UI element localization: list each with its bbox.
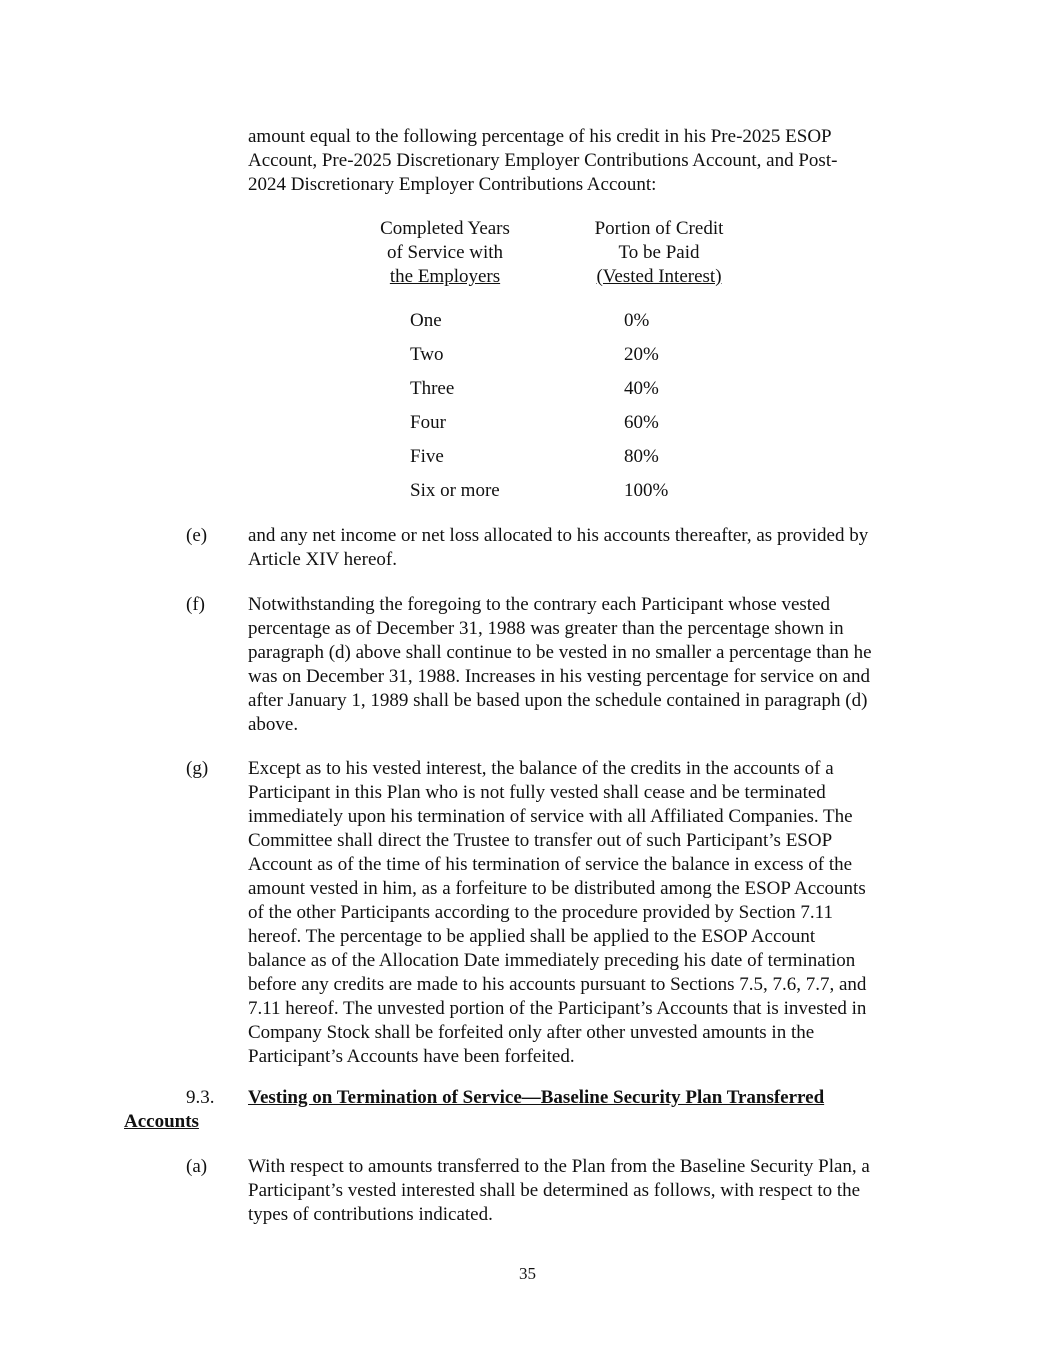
paragraph-body: Notwithstanding the foregoing to the contrary each Participant whose vested percentage as of December 31, 1988 was greater than the percentage shown in paragraph (d) above shall continue to be vested in no smaller a percentage than he was on December 31, 1988. Increases in his vesting percentage for service on and after January 1, 1989 shall be based upon the schedule contained in paragraph (d) above. [248, 594, 872, 735]
paragraph-body: and any net income or net loss allocated to his accounts thereafter, as provided by Article XIV hereof. [248, 525, 869, 570]
text-line: Account, Pre-2025 Discretionary Employer Contributions Account, and Post- [248, 150, 838, 171]
row-years: Three [410, 378, 455, 399]
page-number: 35 [519, 1264, 536, 1283]
intro-paragraph [248, 125, 948, 197]
row-portion: 100% [624, 480, 669, 501]
section-title: Vesting on Termination of Service—Baseline Security Plan Transferred [248, 1087, 825, 1108]
paragraph-label: (g) [186, 758, 209, 779]
paragraph-body: Except as to his vested interest, the balance of the credits in the accounts of a Participant in this Plan who is not fully vested shall cease and be terminated immediately upon his termination of service with all Affiliated Companies. The Committee shall direct the Trustee to transfer out of such Participant’s ESOP Account as of the time of his termination of service the balance in excess of the amount vested in him, as a forfeiture to be distributed among the ESOP Accounts of the other Participants according to the procedure provided by Section 7.11 hereof. The percentage to be applied shall be applied to the ESOP Account balance as of the Allocation Date immediately preceding his date of termination before any credits are made to his accounts pursuant to Sections 7.5, 7.6, 7.7, and 7.11 hereof. The unvested portion of the Participant’s Accounts that is invested in Company Stock shall be forfeited only after other unvested amounts in the Participant’s Accounts have been forfeited. [248, 758, 867, 1067]
row-portion: 60% [624, 412, 659, 433]
row-years: Four [410, 412, 446, 433]
paragraph-label: (a) [186, 1156, 208, 1177]
row-portion: 0% [624, 310, 650, 331]
row-years: One [410, 310, 442, 331]
row-years: Six or more [410, 480, 500, 501]
row-portion: 40% [624, 378, 659, 399]
row-portion: 20% [624, 344, 659, 365]
paragraph-label: (f) [186, 594, 205, 615]
text-line: amount equal to the following percentage of his credit in his Pre-2025 ESOP [248, 126, 832, 147]
section-number: 9.3. [186, 1087, 215, 1108]
paragraph-body: With respect to amounts transferred to the Plan from the Baseline Security Plan, a Participant’s vested interested shall be determined as follows, with respect to the types of contributions indicated. [248, 1156, 870, 1225]
col-header-years: Completed Years of Service with the Employers [380, 218, 510, 287]
row-years: Two [410, 344, 444, 365]
col-header-portion: Portion of Credit To be Paid (Vested Interest) [594, 218, 724, 287]
text-line: 2024 Discretionary Employer Contributions Account: [248, 174, 657, 195]
paragraph-label: (e) [186, 525, 208, 546]
section-title-continued: Accounts [124, 1111, 199, 1132]
row-portion: 80% [624, 446, 659, 467]
row-years: Five [410, 446, 444, 467]
